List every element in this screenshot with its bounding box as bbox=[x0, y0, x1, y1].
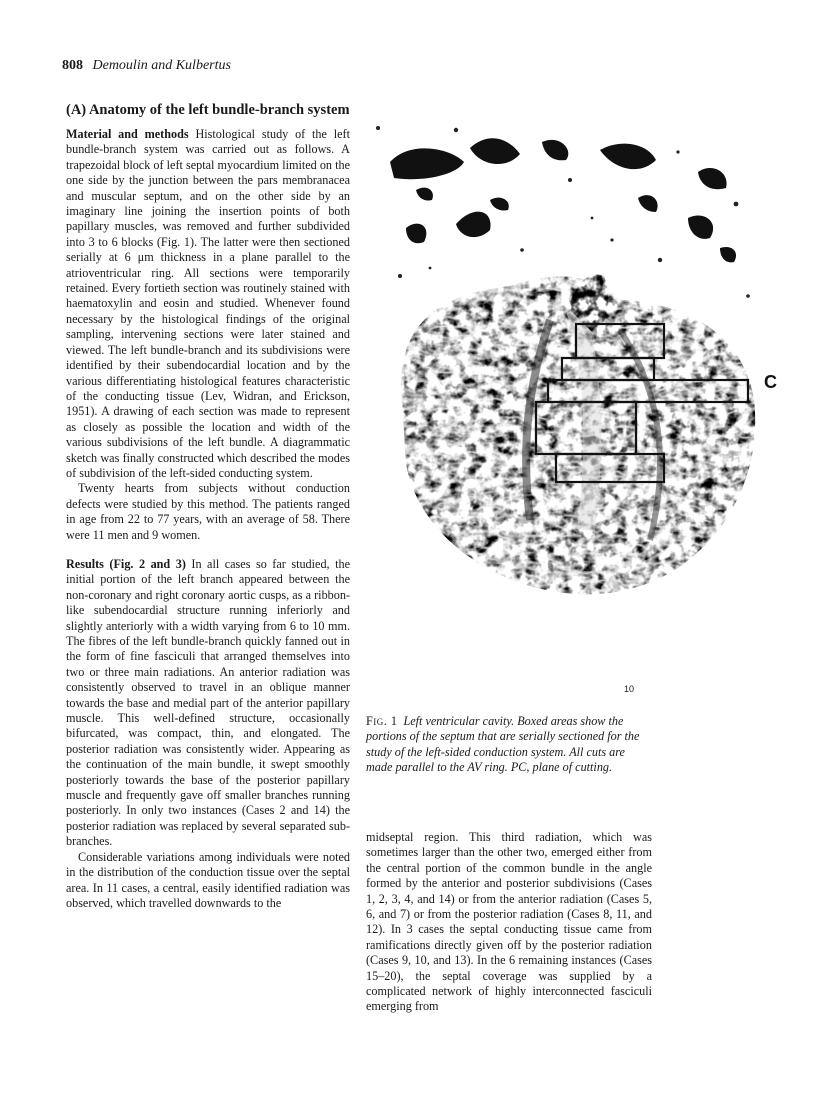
results-paragraph-2: Considerable variations among individuals were noted in the distribution of the conduction tissue over the septal area. In 11 cases, a central, easily identified radiation was observed, which travelled downwards to the bbox=[66, 849, 350, 910]
results-runin: Results (Fig. 2 and 3) bbox=[66, 556, 186, 571]
scale-label: 10 bbox=[624, 684, 635, 694]
caption-text: Left ventricular cavity. Boxed areas show the portions of the septum that are serially sectioned for the study of the left-sided conduction system. All cuts are made parallel to the AV ring. PC, plane of cutting. bbox=[366, 714, 640, 775]
methods-paragraph-2: Twenty hearts from subjects without conduction defects were studied by this method. The patients ranged in age from 22 to 77 years, with an average of 58. There were 11 men and 9 women. bbox=[66, 481, 350, 542]
running-head bbox=[62, 58, 231, 74]
figure-1-micrograph bbox=[360, 100, 780, 700]
results-text-1: In all cases so far studied, the initial portion of the left branch appeared between the non-coronary and right coronary aortic cusps, as a ribbon-like subendocardial structure running inferiorly and slightly anteriorly with a width varying from 6 to 10 mm. The fibres of the left bundle-branch quickly fanned out in the form of fine fasciculi that arranged themselves into two or three main radiations. An anterior radiation was consistently observed to travel in an oblique manner towards the base and medial part of the anterior papillary muscle. This well-defined structure, occasionally bifurcated, was compact, thin, and elongated. The posterior radiation was consistently wider. Appearing as the continuation of the main bundle, it swept smoothly posteriorly towards the base of the posterior papillary muscle and frequently gave off smaller branches running posteriorly. In only two instances (Cases 2 and 14) the posterior radiation was replaced by several separated sub-branches. bbox=[66, 556, 350, 849]
methods-paragraph-1 bbox=[66, 127, 350, 481]
left-column bbox=[66, 102, 350, 911]
figure-caption bbox=[366, 714, 652, 776]
page-number: 808 bbox=[62, 58, 83, 73]
results-paragraph-1 bbox=[66, 557, 350, 850]
methods-runin: Material and methods bbox=[66, 127, 189, 141]
running-head-authors: Demoulin and Kulbertus bbox=[92, 58, 231, 73]
caption-label: Fig. 1 bbox=[366, 714, 398, 728]
tissue-fragments-upper bbox=[390, 138, 736, 262]
plane-marker: C bbox=[764, 372, 777, 392]
section-heading: (A) Anatomy of the left bundle-branch system bbox=[66, 102, 350, 118]
methods-text-1: Histological study of the left bundle-branch system was carried out as follows. A trapezoidal block of left septal myocardium limited on the one side by the junction between the pars membranacea and muscular septum, and on the other side by an imaginary line joining the insertion points of both papillary muscles, was removed and further subdivided into 3 to 6 blocks (Fig. 1). The latter were then sectioned serially at 6 μm thickness in a plane parallel to the atrioventricular ring. All sections were temporarily retained. Every fortieth section was routinely stained with haematoxylin and eosin and studied. Whenever found necessary by the histological findings of the original sampling, intervening sections were later stained and viewed. The left bundle-branch and its subdivisions were identified by their subendocardial location and by the various differentiating histological features characteristic of the conducting tissue (Lev, Widran, and Erickson, 1951). A drawing of each section was made to represent as closely as possible the location and width of the various subdivisions of the left bundle. A diagrammatic sketch was finally constructed which described the modes of subdivision of the left-sided conducting system. bbox=[66, 127, 350, 480]
right-column bbox=[366, 830, 652, 1015]
results-paragraph-3: midseptal region. This third radiation, which was sometimes larger than the other two, emerged either from the central portion of the common bundle in the angle formed by the anterior and posterior subdivisions (Cases 1, 2, 3, 4, and 14) or from the anterior radiation (Cases 5, 6, and 7) or from the posterior radiation (Cases 8, 11, and 12). In 3 cases the septal conducting tissue came from ramifications directly given off by the posterior radiation (Cases 9, 10, and 13). In the 6 remaining instances (Cases 15–20), the septal coverage was supplied by a complicated network of highly interconnected fasciculi emerging from bbox=[366, 830, 652, 1014]
